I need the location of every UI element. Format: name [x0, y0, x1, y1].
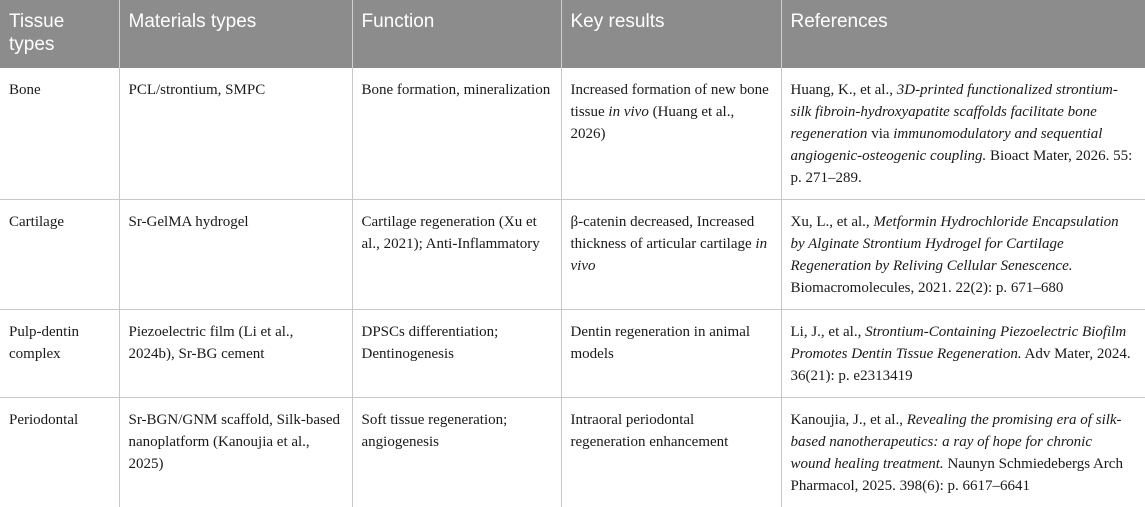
reference-citation: Adv Mater, 2024. 36(21): p. e2313419 [791, 346, 1131, 384]
function-cell: Cartilage regeneration (Xu et al., 2021); Anti-Inflammatory [352, 200, 561, 310]
reference-authors: Xu, L., et al., [791, 214, 874, 230]
table-row [0, 398, 1145, 507]
reference-cell [781, 200, 1145, 310]
reference-cell [781, 310, 1145, 398]
function-cell: DPSCs differentiation; Dentinogenesis [352, 310, 561, 398]
results-cell [561, 200, 781, 310]
table-row [0, 310, 1145, 398]
reference-title: 3D-printed functionalized strontium-silk fibroin-hydroxyapatite scaffolds facilitate bone regeneration [791, 82, 1118, 142]
results-text: Increased formation of new bone tissue [571, 82, 769, 120]
reference-authors: Huang, K., et al., [791, 82, 897, 98]
table-row [0, 68, 1145, 200]
materials-cell: PCL/strontium, SMPC [119, 68, 352, 200]
reference-title: Metformin Hydrochloride Encapsulation by Alginate Strontium Hydrogel for Cartilage Regeneration by Reliving Cellular Senescence. [791, 214, 1119, 274]
reference-title-continued: immunomodulatory and sequential angiogenic-osteogenic coupling. [791, 126, 1103, 164]
reference-authors: Li, J., et al., [791, 324, 866, 340]
function-cell: Soft tissue regeneration; angiogenesis [352, 398, 561, 507]
tissue-cell: Bone [0, 68, 119, 200]
results-text: Dentin regeneration in animal models [571, 324, 751, 362]
tissue-cell: Periodontal [0, 398, 119, 507]
header-materials-types: Materials types [119, 0, 352, 68]
materials-cell: Sr-GelMA hydrogel [119, 200, 352, 310]
header-key-results: Key results [561, 0, 781, 68]
table-row [0, 200, 1145, 310]
reference-citation: Bioact Mater, 2026. 55: p. 271–289. [791, 148, 1133, 186]
results-text-tail: (Huang et al., 2026) [571, 104, 735, 142]
results-text: Intraoral periodontal regeneration enhancement [571, 412, 729, 450]
results-text: β-catenin decreased, Increased thickness of articular cartilage [571, 214, 756, 252]
header-function: Function [352, 0, 561, 68]
reference-title: Revealing the promising era of silk-based nanotherapeutics: a ray of hope for chronic wound healing treatment. [791, 412, 1122, 472]
header-tissue-types: Tissue types [0, 0, 119, 68]
table-header-row [0, 0, 1145, 68]
reference-title-connector: via [867, 126, 893, 142]
reference-title: Strontium-Containing Piezoelectric Biofilm Promotes Dentin Tissue Regeneration. [791, 324, 1127, 362]
materials-cell: Piezoelectric film (Li et al., 2024b), Sr-BG cement [119, 310, 352, 398]
tissue-cell: Pulp-dentin complex [0, 310, 119, 398]
results-italic-text: in vivo [608, 104, 648, 120]
materials-cell: Sr-BGN/GNM scaffold, Silk-based nanoplatform (Kanoujia et al., 2025) [119, 398, 352, 507]
reference-cell [781, 398, 1145, 507]
header-references: References [781, 0, 1145, 68]
results-cell [561, 398, 781, 507]
results-italic-text: in vivo [571, 236, 768, 274]
results-cell [561, 68, 781, 200]
reference-citation: Naunyn Schmiedebergs Arch Pharmacol, 2025. 398(6): p. 6617–6641 [791, 456, 1123, 494]
reference-cell [781, 68, 1145, 200]
reference-citation: Biomacromolecules, 2021. 22(2): p. 671–680 [791, 280, 1064, 296]
tissue-cell: Cartilage [0, 200, 119, 310]
results-cell [561, 310, 781, 398]
reference-authors: Kanoujia, J., et al., [791, 412, 907, 428]
function-cell: Bone formation, mineralization [352, 68, 561, 200]
